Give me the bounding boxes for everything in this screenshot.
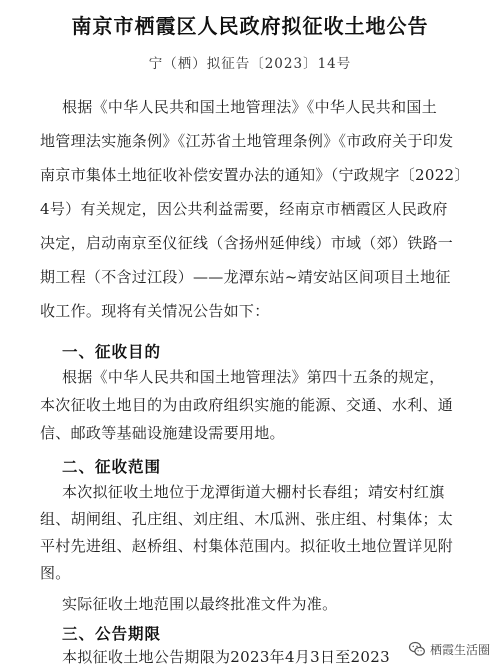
section-line: 本次征收土地目的为由政府组织实施的能源、交通、水利、通 [40,396,454,414]
section-heading-purpose: 一、征收目的 [62,343,162,361]
document-title: 南京市栖霞区人民政府拟征收土地公告 [71,14,429,38]
watermark-text: 栖霞生活圈 [429,642,490,657]
watermark [404,636,494,662]
intro-line: 4号）有关规定，因公共利益需要，经南京市栖霞区人民政府 [40,200,448,218]
section-line: 信、邮政等基础设施建设需要用地。 [40,424,285,442]
section-line: 组、胡闸组、孔庄组、刘庄组、木瓜洲、张庄组、村集体；太 [40,510,454,528]
section-note: 实际征收土地范围以最终批准文件为准。 [62,595,338,613]
section-heading-scope: 二、征收范围 [62,458,162,476]
intro-line: 南京市集体土地征收补偿安置办法的通知》（宁政规字〔2022〕 [40,166,470,184]
intro-line: 收工作。现将有关情况公告如下： [40,302,270,320]
section-line: 平村先进组、赵桥组、村集体范围内。拟征收土地位置详见附 [40,537,454,555]
section-line: 本次拟征收土地位于龙潭街道大棚村长春组；靖安村红旗 [62,483,445,501]
intro-line: 决定，启动南京至仪征线（含扬州延伸线）市域（郊）铁路一 [40,234,454,252]
section-line: 本拟征收土地公告期限为2023年4月3日至2023 [62,648,390,666]
document-number: 宁（栖）拟征告〔2023〕14号 [148,56,352,72]
section-line: 图。 [40,564,71,582]
intro-line: 根据《中华人民共和国土地管理法》《中华人民共和国土 [62,98,438,116]
intro-line: 期工程（不含过江段）——龙潭东站~靖安站区间项目土地征 [40,268,451,286]
wechat-icon [408,640,426,658]
intro-line: 地管理法实施条例》《江苏省土地管理条例》《市政府关于印发 [40,132,454,150]
section-line: 根据《中华人民共和国土地管理法》第四十五条的规定， [62,368,445,386]
section-heading-period: 三、公告期限 [62,625,162,643]
